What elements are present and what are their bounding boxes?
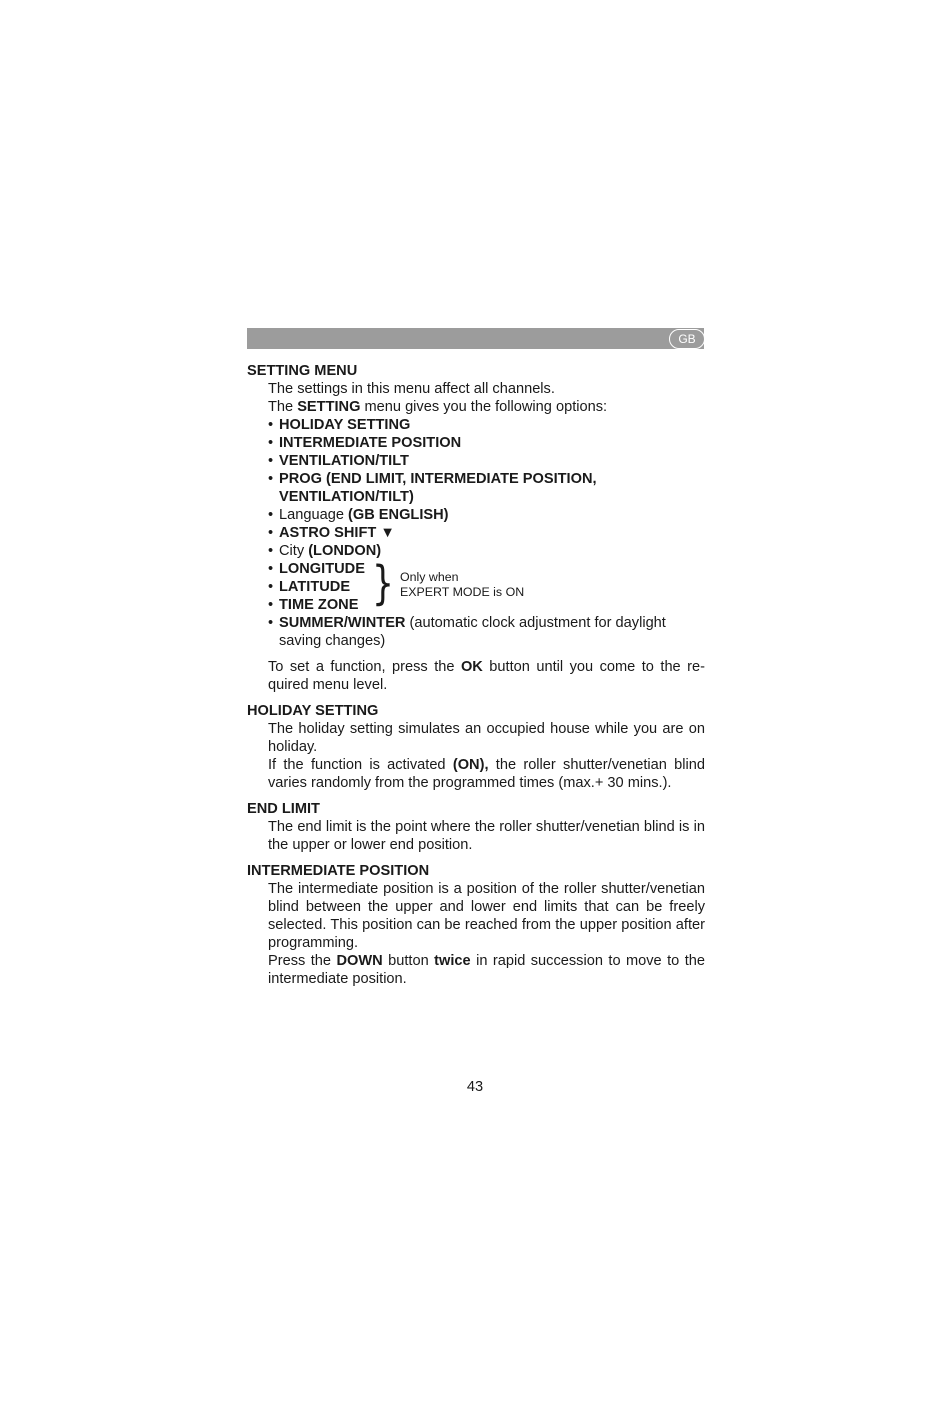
list-item: • SUMMER/WINTER (automatic clock adjustment for daylight saving changes)	[268, 615, 666, 649]
options-list	[268, 416, 705, 650]
list-item: • City (LONDON)	[268, 543, 382, 559]
paragraph: Press the DOWN button twice in rapid succession to move to the intermediate position.	[268, 953, 706, 987]
list-item: • INTERMEDIATE POSITION	[268, 435, 462, 451]
list-item: • VENTILATION/TILT	[268, 453, 409, 469]
section-end-limit	[247, 800, 705, 854]
section-intermediate-position	[247, 862, 705, 988]
expert-mode-note: Only when EXPERT MODE is ON	[400, 570, 525, 599]
list-item: • Language (GB ENGLISH)	[268, 507, 449, 523]
section-holiday-setting	[247, 702, 705, 792]
list-item: • ASTRO SHIFT ▼	[268, 525, 395, 541]
brace-icon: }	[372, 556, 394, 610]
section-title: INTERMEDIATE POSITION	[247, 863, 430, 879]
paragraph: The end limit is the point where the roller shutter/venetian blind is in the upper or lower end position.	[268, 819, 705, 853]
intro-text: The settings in this menu affect all channels.	[268, 381, 555, 397]
list-item: • LONGITUDE	[268, 561, 365, 577]
intro-options-text: The SETTING menu gives you the following options:	[268, 399, 608, 415]
section-title: HOLIDAY SETTING	[247, 703, 379, 719]
section-title: END LIMIT	[247, 801, 320, 817]
paragraph: The holiday setting simulates an occupied house while you are on holiday.	[268, 721, 705, 755]
list-item: • TIME ZONE	[268, 597, 359, 613]
list-item: • LATITUDE	[268, 579, 351, 595]
list-item: • HOLIDAY SETTING	[268, 417, 411, 433]
page-number: 43	[466, 1079, 484, 1095]
section-setting-menu	[247, 362, 705, 694]
page-content	[247, 362, 705, 996]
paragraph: The intermediate position is a position of the roller shutter/venetian blind between the upper and lower end limits that can be freely selected. This position can be reached from the upper position after programming.	[268, 881, 705, 951]
paragraph: If the function is activated (ON), the roller shutter/venetian blind varies randomly from the programmed times (max.+ 30 mins.).	[268, 757, 705, 791]
set-function-text: To set a function, press the OK button until you come to the required menu level.	[268, 659, 705, 693]
language-badge: GB	[669, 329, 705, 349]
section-title: SETTING MENU	[247, 363, 358, 379]
expert-mode-group	[268, 556, 705, 614]
list-item: • PROG (END LIMIT, INTERMEDIATE POSITION, VENTILATION/TILT)	[268, 471, 597, 505]
header-bar	[247, 328, 704, 349]
